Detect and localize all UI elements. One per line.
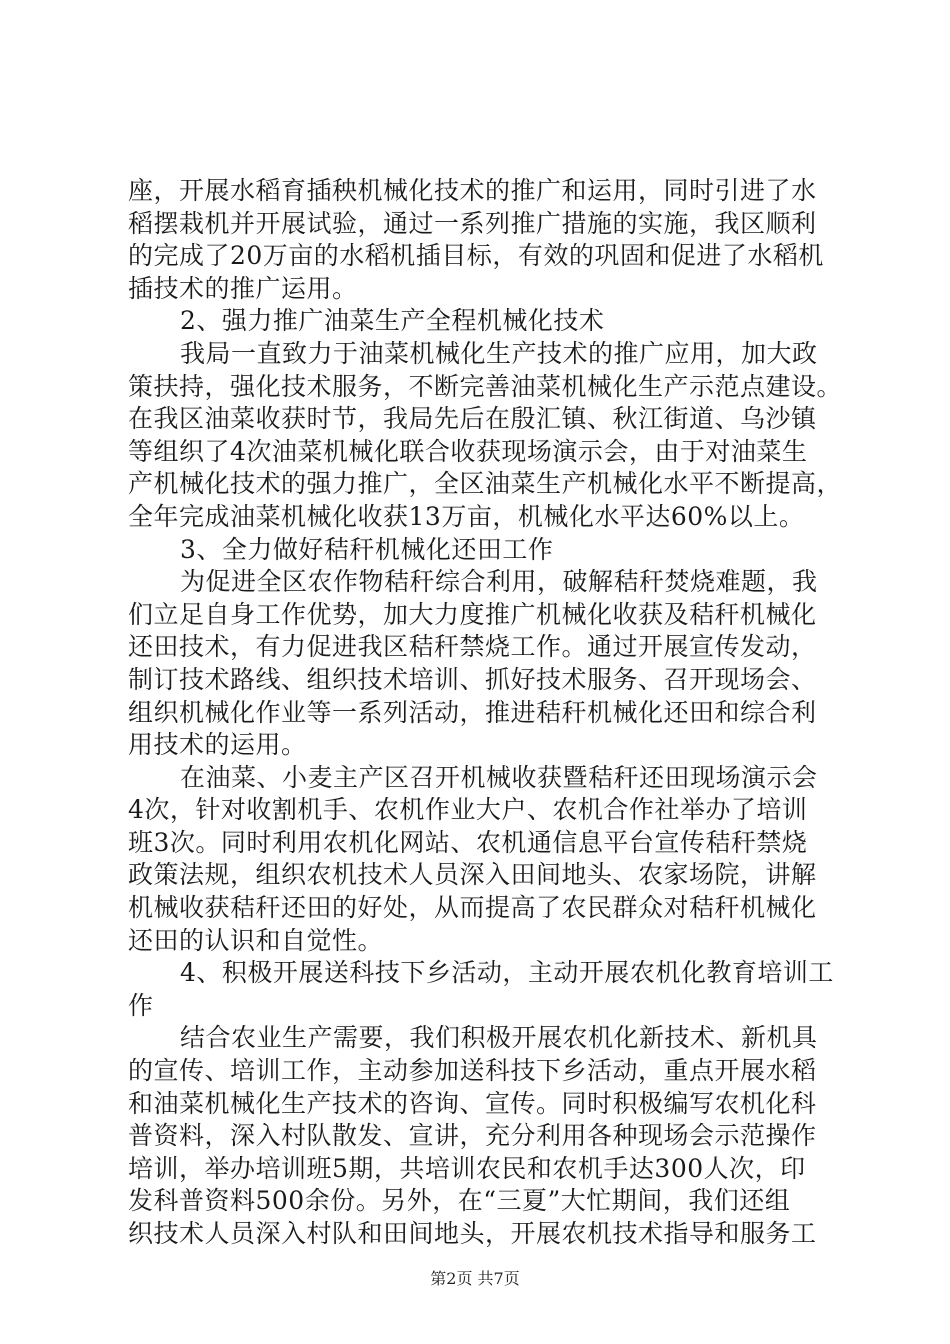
text-line: 为促进全区农作物秸秆综合利用，破解秸秆焚烧难题，我 bbox=[180, 567, 818, 597]
text-line: 我局一直致力于油菜机械化生产技术的推广应用，加大政 bbox=[180, 338, 818, 368]
text-line: 还田的认识和自觉性。 bbox=[128, 925, 384, 955]
text-line: 等组织了4次油菜机械化联合收获现场演示会，由于对油菜生 bbox=[128, 436, 808, 466]
text-line: 培训，举办培训班5期，共培训农民和农机手达300人次，印 bbox=[128, 1153, 806, 1183]
text-line: 还田技术，有力促进我区秸秆禁烧工作。通过开展宣传发动， bbox=[128, 632, 817, 662]
text-line: 和油菜机械化生产技术的咨询、宣传。同时积极编写农机化科 bbox=[128, 1088, 817, 1118]
text-line: 织技术人员深入村队和田间地头，开展农机技术指导和服务工 bbox=[128, 1219, 817, 1248]
text-line: 在油菜、小麦主产区召开机械收获暨秸秆还田现场演示会 bbox=[180, 762, 818, 792]
text-line: 发科普资料500余份。另外，在“三夏”大忙期间，我们还组 bbox=[128, 1186, 791, 1216]
text-line: 全年完成油菜机械化收获13万亩，机械化水平达60%以上。 bbox=[128, 501, 805, 531]
text-line: 插技术的推广运用。 bbox=[128, 273, 358, 303]
text-line: 的完成了20万亩的水稻机插目标，有效的巩固和促进了水稻机 bbox=[128, 241, 824, 271]
section-heading: 4、积极开展送科技下乡活动，主动开展农机化教育培训工 bbox=[180, 958, 834, 988]
text-line: 的宣传、培训工作，主动参加送科技下乡活动，重点开展水稻 bbox=[128, 1056, 817, 1086]
text-line: 制订技术路线、组织技术培训、抓好技术服务、召开现场会、 bbox=[128, 664, 817, 694]
text-line: 结合农业生产需要，我们积极开展农机化新技术、新机具 bbox=[180, 1023, 818, 1053]
text-line: 4次，针对收割机手、农机作业大户、农机合作社举办了培训 bbox=[128, 795, 808, 825]
text-line: 机械收获秸秆还田的好处，从而提高了农民群众对秸秆机械化 bbox=[128, 893, 817, 923]
text-line: 产机械化技术的强力推广，全区油菜生产机械化水平不断提高， bbox=[128, 469, 843, 499]
section-heading: 3、全力做好秸秆机械化还田工作 bbox=[180, 534, 554, 564]
text-line: 座，开展水稻育插秧机械化技术的推广和运用，同时引进了水 bbox=[128, 176, 817, 205]
page-number-footer: 第2页 共7页 bbox=[430, 1269, 520, 1288]
text-line: 稻摆栽机并开展试验，通过一系列推广措施的实施，我区顺利 bbox=[128, 208, 817, 238]
section-heading-continued: 作 bbox=[128, 990, 154, 1020]
document-body bbox=[128, 175, 843, 1251]
text-line: 在我区油菜收获时节，我局先后在殷汇镇、秋江街道、乌沙镇 bbox=[128, 404, 817, 434]
text-line: 班3次。同时利用农机化网站、农机通信息平台宣传秸秆禁烧 bbox=[128, 827, 808, 857]
text-line: 用技术的运用。 bbox=[128, 730, 307, 760]
text-line: 们立足自身工作优势，加大力度推广机械化收获及秸秆机械化 bbox=[128, 599, 817, 629]
text-line: 策扶持，强化技术服务，不断完善油菜机械化生产示范点建设。 bbox=[128, 371, 843, 401]
section-heading: 2、强力推广油菜生产全程机械化技术 bbox=[180, 306, 605, 336]
text-line: 政策法规，组织农机技术人员深入田间地头、农家场院，讲解 bbox=[128, 860, 817, 890]
text-line: 普资料，深入村队散发、宣讲，充分利用各种现场会示范操作 bbox=[128, 1121, 817, 1151]
text-line: 组织机械化作业等一系列活动，推进秸秆机械化还田和综合利 bbox=[128, 697, 817, 727]
